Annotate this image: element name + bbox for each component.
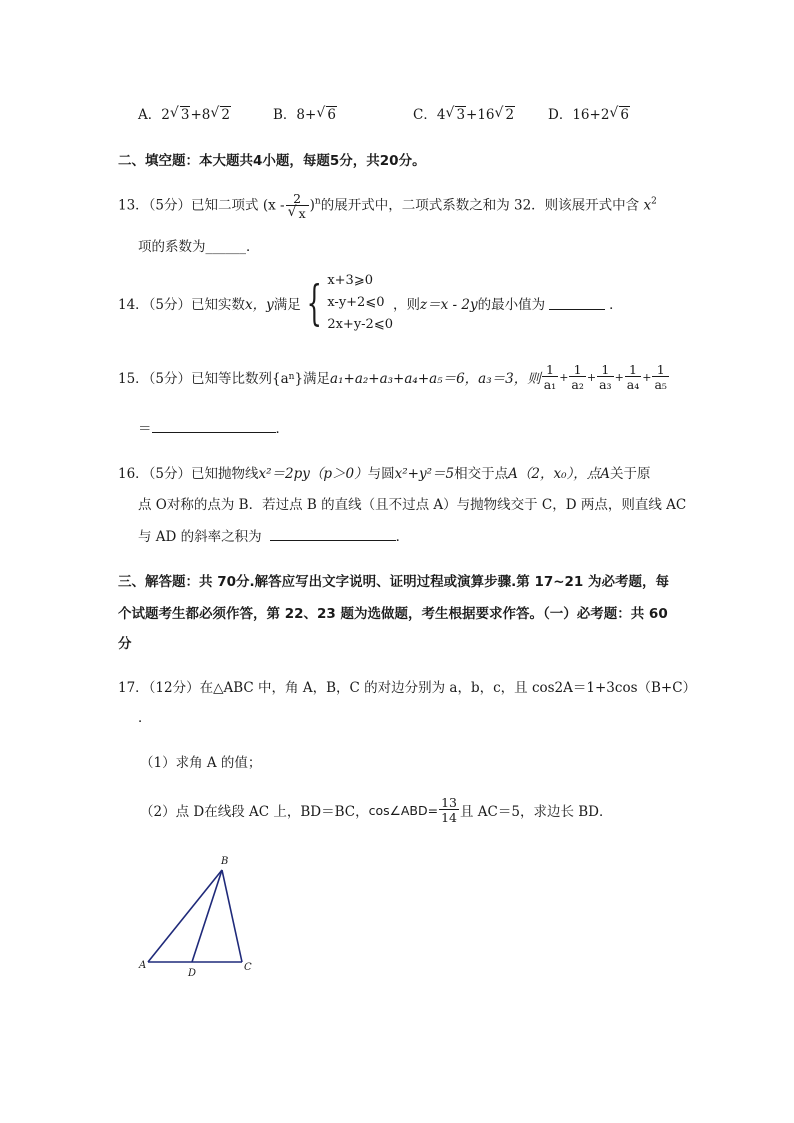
system-brace: {: [306, 275, 322, 331]
answer-blank-16[interactable]: [270, 528, 396, 541]
question-14: 14．（5分）已知实数 x，y 满足 { x+3⩾0 x-y+2⩽0 2x+y-2⩽0 ，则 z＝x - 2y 的最小值为 ．: [118, 270, 623, 336]
question-13-line2: 项的系数为______．: [138, 239, 260, 255]
question-17-line2: ．: [138, 710, 152, 726]
option-b: B．8+√ 6: [273, 103, 337, 123]
q13-fraction: 2 √ x: [286, 192, 309, 220]
side-ab: [148, 870, 222, 962]
question-15-answer: ＝ ．: [138, 421, 289, 437]
option-c: C．4√ 3+16√ 2: [413, 103, 515, 123]
question-16-line1: 16．（5分）已知抛物线x²＝2py（p＞0）与圆x²+y²＝5相交于点A（2，x₀），点A关于原: [118, 466, 651, 482]
question-13: 13．（5分）已知二项式 (x - 2 √ x )$^n$的展开式中，二项式系数之和为 32．则该展开式中含 $x^2$: [118, 192, 657, 220]
answer-blank-15[interactable]: [152, 420, 276, 433]
question-16-line3: 与 AD 的斜率之积为 ．: [138, 529, 410, 545]
section-3-line3: 分: [118, 636, 132, 652]
vertex-label-c: C: [244, 962, 252, 973]
option-d: D．16+2√ 6: [548, 103, 630, 123]
triangle-figure: [136, 852, 266, 978]
section-3-line1: 三、解答题：共 70分.解答应写出文字说明、证明过程或演算步骤.第 17~21 为必考题，每: [118, 574, 670, 590]
question-17-part2: （2）点 D在线段 AC 上，BD＝BC， cos∠ABD= $\frac{13}{14}$ 且 AC＝5，求边长 BD．: [140, 794, 613, 825]
question-17-part1: （1）求角 A 的值；: [140, 755, 262, 771]
section-2-heading: 二、填空题：本大题共4小题，每题5分，共20分。: [118, 153, 426, 169]
section-3-line2: 个试题考生都必须作答，第 22、23 题为选做题，考生根据要求作答。（一）必考题：共 60: [118, 606, 668, 622]
option-a: A．2√ 3+8√ 2: [138, 103, 231, 123]
question-15: 15．（5分）已知等比数列{a n }满足 a₁+a₂+a₃+a₄+a₅＝6，a₃＝3，则 $\frac{1}{\text{a₁}}$ + $\frac{1}{\text{a₂}}$ + $\frac{1}{\text{a₃}}$ + $\frac{1}{\text{a₄}}$ + $\frac{1}{\text{a₅}}$: [118, 361, 667, 392]
answer-blank-14[interactable]: [549, 297, 605, 310]
side-bc: [222, 870, 242, 962]
vertex-label-a: A: [139, 960, 147, 971]
segment-bd: [192, 870, 222, 962]
constraint-system: x+3⩾0 x-y+2⩽0 2x+y-2⩽0: [327, 273, 393, 332]
vertex-label-d: D: [188, 968, 197, 978]
question-16-line2: 点 O对称的点为 B．若过点 B 的直线（且不过点 A）与抛物线交于 C，D 两点，则直线 AC: [138, 497, 687, 513]
question-17-line1: 17．（12分）在△ABC 中，角 A，B，C 的对边分别为 a，b，c，且 cos2A＝1+3cos（B+C）: [118, 680, 697, 696]
vertex-label-b: B: [221, 856, 229, 867]
